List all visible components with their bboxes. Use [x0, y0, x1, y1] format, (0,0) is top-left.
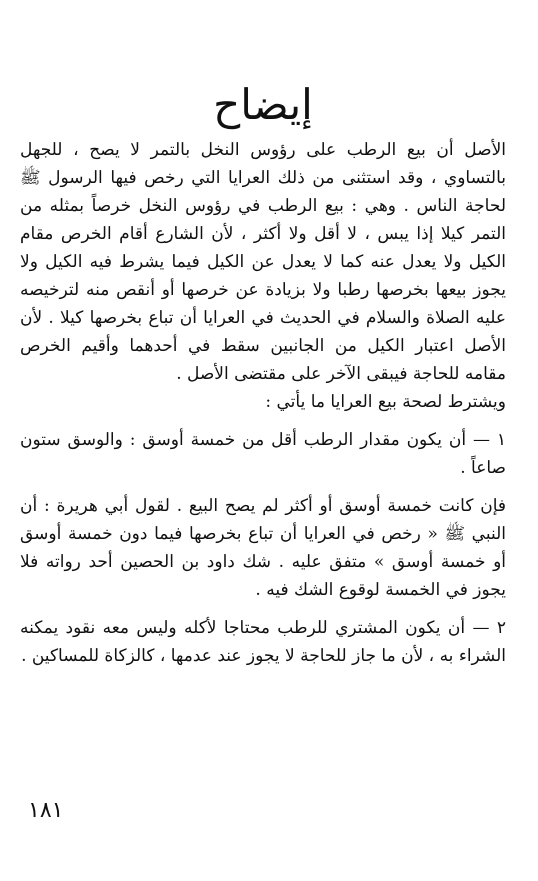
page-heading: إيضاح: [213, 80, 313, 129]
paragraph-condition-2: ٢ — أن يكون المشتري للرطب محتاجا لأكله وليس معه نقود يمكنه الشراء به ، لأن ما جاز للحاجة لا يجوز عند عدمها ، كالزكاة للمساكين .: [20, 618, 506, 666]
paragraph-condition-1-detail: فإن كانت خمسة أوسق أو أكثر لم يصح البيع . لقول أبي هريرة : أن النبي ﷺ « رخص في العرايا أن تباع بخرصها فيما دون خمسة أوسق أو خمسة أوسق » متفق عليه . شك داود بن الحصين أحد رواته فلا يجوز في الخمسة لوقوع الشك فيه .: [20, 496, 506, 600]
paragraph-conditions-intro: ويشترط لصحة بيع العرايا ما يأتي :: [265, 392, 506, 412]
page-number: ١٨١: [28, 798, 64, 823]
paragraph-intro: الأصل أن بيع الرطب على رؤوس النخل بالتمر لا يصح ، للجهل بالتساوي ، وقد استثنى من ذلك العرايا التي رخص فيها الرسول ﷺ لحاجة الناس . وهي : بيع الرطب في رؤوس النخل خرصاً بمثله من التمر كيلا إذا يبس ، لا أقل ولا أكثر ، لأن الشارع أقام الخرص مقام الكيل ولا يعدل عنه كما لا يعدل عن الكيل فيما يشرط فيه الكيل ولا يجوز بيعها بخرصها رطبا ولا بزيادة عن خرصها أو أنقص منه لترخيصه عليه الصلاة والسلام في الحديث في العرايا أن تباع بخرصها كيلا . لأن الأصل اعتبار الكيل من الجانبين سقط في أحدهما وأقيم الخرص مقامه للحاجة فيبقى الآخر على مقتضى الأصل .: [20, 140, 506, 384]
paragraph-condition-1: ١ — أن يكون مقدار الرطب أقل من خمسة أوسق : والوسق ستون صاعاً .: [20, 430, 506, 478]
